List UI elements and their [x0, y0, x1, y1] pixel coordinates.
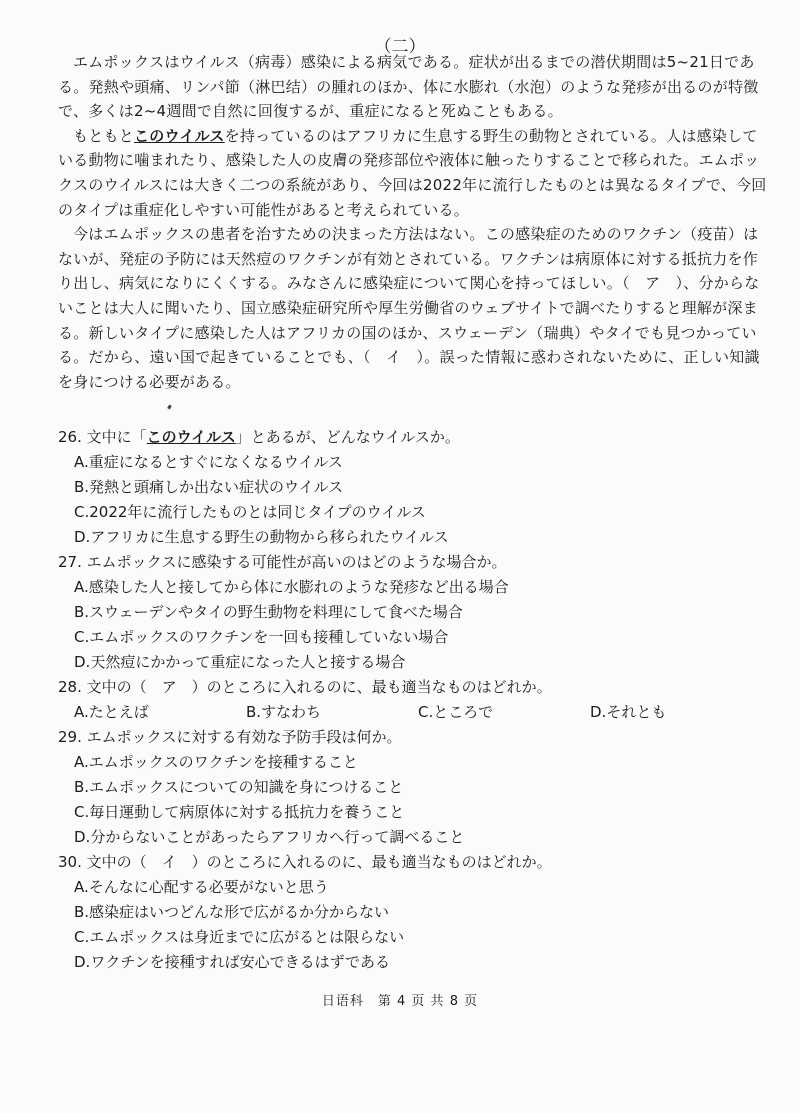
option-b: B.スウェーデンやタイの野生動物を料理にして食べた場合	[74, 603, 463, 621]
section-title: （二）	[374, 37, 426, 57]
passage-paragraph-3: 今はエムポックスの患者を治すための決まった方法はない。この感染症のためのワクチン（疫苗）はないが、発症の予防には天然痘のワクチンが有効とされている。ワクチンは病原体に対する抵抗力を作り出し、病気になりにくくする。みなさんに感染症について関心を持ってほしい。（ ア ）、分からないことは大人に聞いたり、国立感染症研究所や厚生労働省のウェブサイトで調べたりすると理解が深まる。新しいタイプに感染した人はアフリカの国のほか、スウェーデン（瑞典）やタイでも見つかっている。だから、遠い国で起きていることでも、（ イ ）。誤った情報に惑わされないために、正しい知識を身につける必要がある。	[58, 225, 760, 391]
option-c: C.2022年に流行したものとは同じタイプのウイルス	[74, 503, 426, 521]
option-d: D.それとも	[590, 703, 667, 721]
option-row	[74, 700, 770, 725]
question-list	[58, 425, 770, 975]
ink-speck	[167, 405, 172, 410]
question-29	[58, 725, 770, 850]
option-d: D.分からないことがあったらアフリカへ行って調べること	[74, 828, 465, 846]
option-a: A.たとえば	[74, 703, 149, 721]
passage-paragraph-1: エムポックスはウイルス（病毒）感染による病気である。症状が出るまでの潜伏期間は5~21日である。発熱や頭痛、リンパ節（淋巴结）の腫れのほか、体に水膨れ（水泡）のような発疹が出るのが特徴で、多くは2~4週間で自然に回復するが、重症になると死ぬこともある。	[58, 53, 759, 121]
option-b: B.エムポックスについての知識を身につけること	[74, 778, 404, 796]
option-d: D.ワクチンを接種すれば安心できるはずである	[74, 953, 391, 971]
question-stem: 28. 文中の（ ア ）のところに入れるのに、最も適当なものはどれか。	[58, 678, 552, 696]
underlined-phrase: このウイルス	[134, 126, 225, 145]
option-b: B.発熱と頭痛しか出ない症状のウイルス	[74, 478, 344, 496]
option-a: A.エムポックスのワクチンを接種すること	[74, 753, 358, 771]
option-a: A.そんなに心配する必要がないと思う	[74, 878, 329, 896]
option-d: D.天然痘にかかって重症になった人と接する場合	[74, 653, 406, 671]
question-stem: 29. エムポックスに対する有効な予防手段は何か。	[58, 728, 402, 746]
question-30	[58, 850, 770, 975]
question-stem: 27. エムポックスに感染する可能性が高いのはどのような場合か。	[58, 553, 507, 571]
underlined-phrase: このウイルス	[146, 428, 236, 446]
question-26	[58, 425, 770, 550]
option-a: A.感染した人と接してから体に水膨れのような発疹など出る場合	[74, 578, 509, 596]
page-footer: 日语科 第 4 页 共 8 页	[321, 994, 479, 1009]
option-c: C.ところで	[418, 703, 494, 721]
option-b: B.すなわち	[246, 703, 322, 721]
stem-lead: 26. 文中に「	[58, 428, 147, 446]
option-b: B.感染症はいつどんな形で広がるか分からない	[74, 903, 390, 921]
question-27	[58, 550, 770, 675]
passage-p2-body: を持っているのはアフリカに生息する野生の動物とされている。人は感染している動物に噛まれたり、感染した人の皮膚の発疹部位や液体に触ったりすることで移られた。エムポックスのウイルスには大きく二つの系統があり、今回は2022年に流行したものとは異なるタイプで、今回のタイプは重症化しやすい可能性があると考えられている。	[58, 126, 767, 219]
option-c: C.エムポックスのワクチンを一回も接種していない場合	[74, 628, 449, 646]
question-28	[58, 675, 770, 725]
stem-tail: 」とあるが、どんなウイルスか。	[235, 428, 460, 446]
option-d: D.アフリカに生息する野生の動物から移られたウイルス	[74, 528, 449, 546]
option-c: C.毎日運動して病原体に対する抵抗力を養うこと	[74, 803, 405, 821]
passage-paragraph-2	[58, 124, 770, 222]
reading-passage	[58, 50, 770, 394]
question-stem	[58, 425, 770, 450]
question-stem: 30. 文中の（ イ ）のところに入れるのに、最も適当なものはどれか。	[58, 853, 552, 871]
passage-p2-lead: もともと	[73, 126, 135, 145]
option-c: C.エムポックスは身近までに広がるとは限らない	[74, 928, 405, 946]
option-a: A.重症になるとすぐになくなるウイルス	[74, 453, 343, 471]
